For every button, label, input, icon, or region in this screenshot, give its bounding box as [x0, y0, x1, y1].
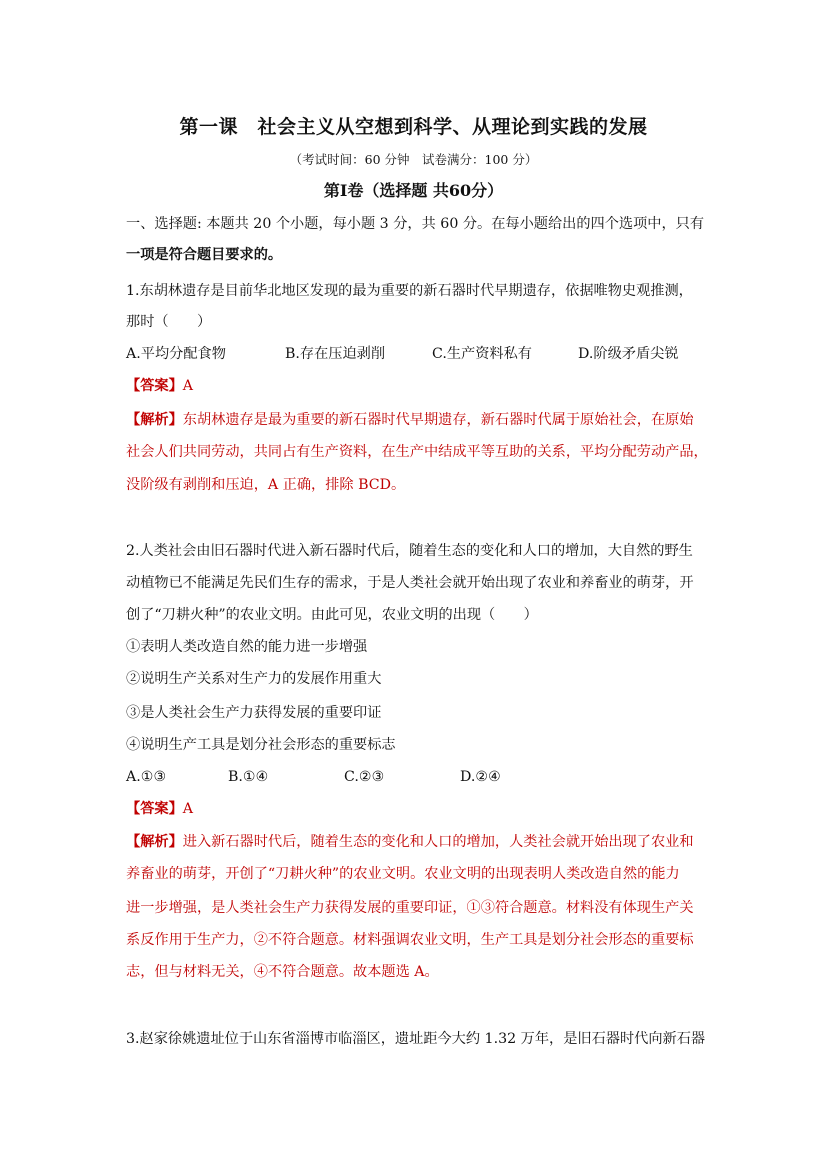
- q2-answer-value: A: [182, 801, 194, 817]
- q2-analysis-line-1: [126, 832, 706, 852]
- exam-info: （考试时间：60 分钟 试卷满分：100 分）: [289, 152, 538, 167]
- q1-option-a: A.平均分配食物: [126, 346, 226, 362]
- instructions-line-1: 一、选择题: 本题共 20 个小题，每小题 3 分，共 60 分。在每小题给出的四个选项中，只有: [126, 216, 705, 232]
- volume-heading: 第Ⅰ卷（选择题 共60分）: [323, 181, 504, 200]
- q2-option-d: D.②④: [460, 769, 501, 785]
- q2-option-a: A.①③: [126, 769, 167, 785]
- q2-item-2: ②说明生产关系对生产力的发展作用重大: [126, 671, 382, 687]
- q2-answer-tag: 【答案】: [126, 801, 183, 817]
- q1-stem-line-1: 1.东胡林遗存是目前华北地区发现的最为重要的新石器时代早期遗存，依据唯物史观推测，: [126, 283, 693, 299]
- q1-option-d: D.阶级矛盾尖锐: [578, 346, 679, 362]
- q1-analysis-tag: 【解析】: [126, 412, 183, 428]
- q2-analysis-text-1: 进入新石器时代后，随着生态的变化和人口的增加，人类社会就开始出现了农业和: [182, 834, 694, 850]
- q1-option-c: C.生产资料私有: [432, 346, 532, 362]
- q1-answer-tag: 【答案】: [126, 378, 183, 394]
- q2-item-3: ③是人类社会生产力获得发展的重要印证: [126, 705, 382, 721]
- q2-analysis-line-2: 养畜业的萌芽，开创了“刀耕火种”的农业文明。农业文明的出现表明人类改造自然的能力: [126, 866, 680, 882]
- q1-analysis-text-1: 东胡林遗存是最为重要的新石器时代早期遗存，新石器时代属于原始社会，在原始: [182, 412, 694, 428]
- q1-answer: [126, 376, 706, 396]
- q2-answer: [126, 799, 706, 819]
- q2-analysis-line-5: 志，但与材料无关，④不符合题意。故本题选 A。: [126, 964, 439, 980]
- q2-analysis-line-4: 系反作用于生产力，②不符合题意。材料强调农业文明，生产工具是划分社会形态的重要标: [126, 932, 694, 948]
- q3-stem-line-1: 3.赵家徐姚遗址位于山东省淄博市临淄区，遗址距今大约 1.32 万年，是旧石器时代向新石器: [126, 1031, 706, 1047]
- q1-answer-value: A: [182, 378, 194, 394]
- q1-stem-line-2: 那时（ ）: [126, 314, 212, 330]
- q2-option-c: C.②③: [344, 769, 385, 785]
- page-title: 第一课 社会主义从空想到科学、从理论到实践的发展: [179, 116, 648, 138]
- q1-analysis-line-1: [126, 410, 706, 430]
- instructions-line-2: 一项是符合题目要求的。: [126, 247, 283, 263]
- q2-item-1: ①表明人类改造自然的能力进一步增强: [126, 639, 368, 655]
- q2-analysis-line-3: 进一步增强，是人类社会生产力获得发展的重要印证，①③符合题意。材料没有体现生产关: [126, 900, 694, 916]
- q1-analysis-line-2: 社会人们共同劳动，共同占有生产资料，在生产中结成平等互助的关系，平均分配劳动产品，: [126, 444, 708, 460]
- q2-stem-line-3: 创了“刀耕火种”的农业文明。由此可见，农业文明的出现（ ）: [126, 607, 538, 623]
- q2-item-4: ④说明生产工具是划分社会形态的重要标志: [126, 737, 396, 753]
- q2-option-b: B.①④: [228, 769, 269, 785]
- q2-stem-line-2: 动植物已不能满足先民们生存的需求，于是人类社会就开始出现了农业和养畜业的萌芽，开: [126, 575, 694, 591]
- q2-stem-line-1: 2.人类社会由旧石器时代进入新石器时代后，随着生态的变化和人口的增加，大自然的野生: [126, 543, 693, 559]
- q1-analysis-line-3: 没阶级有剥削和压迫，A 正确，排除 BCD。: [126, 477, 406, 493]
- q1-option-b: B.存在压迫剥削: [285, 346, 386, 362]
- q2-analysis-tag: 【解析】: [126, 834, 183, 850]
